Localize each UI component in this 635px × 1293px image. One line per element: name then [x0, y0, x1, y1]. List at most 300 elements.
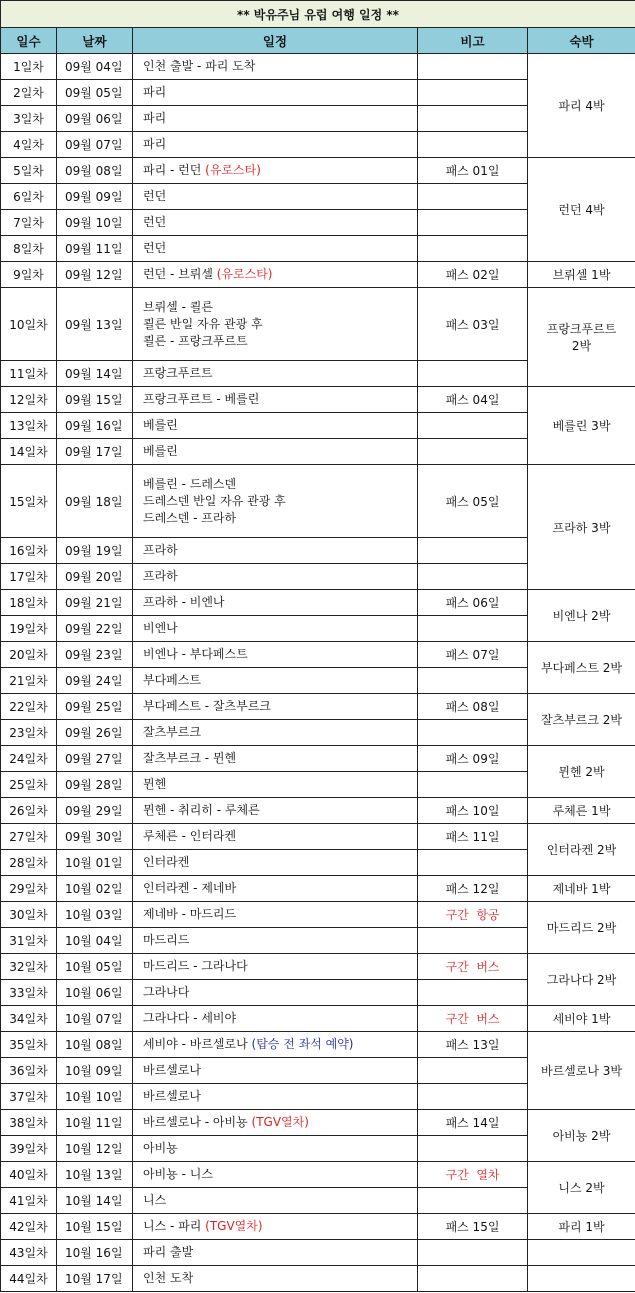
schedule-cell — [133, 80, 418, 106]
schedule-line — [143, 620, 417, 637]
note-cell — [418, 1188, 528, 1214]
schedule-line — [143, 1218, 417, 1235]
stay-cell: 베를린 3박 — [528, 387, 635, 465]
table-row — [1, 746, 635, 772]
stay-cell: 루체른 1박 — [528, 798, 635, 824]
schedule-line — [143, 162, 417, 179]
schedule-text: 비엔나 - 부다페스트 — [143, 647, 248, 661]
schedule-line — [143, 932, 417, 949]
stay-cell: 마드리드 2박 — [528, 902, 635, 954]
stay-cell: 니스 2박 — [528, 1162, 635, 1214]
date-cell: 10월 03일 — [57, 902, 133, 928]
schedule-line — [143, 214, 417, 231]
transport-note: (유로스타) — [216, 267, 273, 281]
stay-cell: 바르셀로나 3박 — [528, 1032, 635, 1110]
schedule-cell — [133, 1058, 418, 1084]
schedule-text: 프라하 — [143, 543, 178, 557]
table-row — [1, 1240, 635, 1266]
schedule-line — [143, 1192, 417, 1209]
header-date: 날짜 — [57, 28, 133, 54]
day-cell: 9일차 — [1, 262, 57, 288]
note-cell — [418, 772, 528, 798]
schedule-cell — [133, 236, 418, 262]
note-cell: 구간 열차 — [418, 1162, 528, 1188]
schedule-cell — [133, 439, 418, 465]
note-cell — [418, 538, 528, 564]
schedule-text: 바르셀로나 — [143, 1063, 201, 1077]
day-cell: 26일차 — [1, 798, 57, 824]
schedule-line — [143, 1140, 417, 1157]
day-cell: 40일차 — [1, 1162, 57, 1188]
stay-cell — [528, 288, 635, 387]
schedule-text: 인터라켄 — [143, 855, 190, 869]
schedule-line — [143, 646, 417, 663]
schedule-text: 니스 — [143, 1193, 167, 1207]
day-cell: 21일차 — [1, 668, 57, 694]
schedule-text: 파리 - 런던 — [143, 163, 206, 177]
schedule-text: 세비야 - 바르셀로나 — [143, 1037, 252, 1051]
schedule-text: 파리 — [143, 111, 167, 125]
date-cell: 09월 18일 — [57, 465, 133, 538]
day-cell: 1일차 — [1, 54, 57, 80]
table-row — [1, 824, 635, 850]
date-cell: 09월 10일 — [57, 210, 133, 236]
stay-cell — [528, 1240, 635, 1266]
schedule-line — [143, 316, 417, 333]
day-cell: 38일차 — [1, 1110, 57, 1136]
schedule-line — [143, 188, 417, 205]
schedule-line — [143, 391, 417, 408]
stay-cell: 세비야 1박 — [528, 1006, 635, 1032]
schedule-cell — [133, 1266, 418, 1292]
day-cell: 41일차 — [1, 1188, 57, 1214]
day-cell: 27일차 — [1, 824, 57, 850]
schedule-cell — [133, 1162, 418, 1188]
schedule-text: 런던 - 브뤼셀 — [143, 267, 217, 281]
note-cell — [418, 616, 528, 642]
date-cell: 10월 12일 — [57, 1136, 133, 1162]
note-cell: 패스 05일 — [418, 465, 528, 538]
schedule-text: 아비뇽 — [143, 1141, 178, 1155]
note-cell — [418, 720, 528, 746]
date-cell: 10월 06일 — [57, 980, 133, 1006]
header-day: 일수 — [1, 28, 57, 54]
note-cell — [418, 1240, 528, 1266]
day-cell: 36일차 — [1, 1058, 57, 1084]
schedule-text: 잘츠부르크 - 뮌헨 — [143, 751, 237, 765]
table-title: ** 박유주님 유럽 여행 일정 ** — [1, 1, 635, 28]
schedule-text: 바르셀로나 — [143, 1089, 201, 1103]
day-cell: 3일차 — [1, 106, 57, 132]
date-cell: 10월 11일 — [57, 1110, 133, 1136]
day-cell: 16일차 — [1, 538, 57, 564]
day-cell: 31일차 — [1, 928, 57, 954]
date-cell: 09월 14일 — [57, 361, 133, 387]
date-cell: 10월 05일 — [57, 954, 133, 980]
date-cell: 10월 07일 — [57, 1006, 133, 1032]
note-cell — [418, 564, 528, 590]
schedule-text: 프랑크푸르트 - 베를린 — [143, 392, 260, 406]
schedule-text: 드레스덴 - 프라하 — [143, 510, 237, 525]
schedule-text: 마드리드 — [143, 933, 190, 947]
note-cell — [418, 439, 528, 465]
date-cell: 10월 14일 — [57, 1188, 133, 1214]
day-cell: 20일차 — [1, 642, 57, 668]
schedule-cell — [133, 361, 418, 387]
schedule-text: 드레스덴 반일 자유 관광 후 — [143, 493, 286, 508]
schedule-text: 런던 — [143, 189, 167, 203]
note-cell: 구간 항공 — [418, 902, 528, 928]
transport-note: (유로스타) — [205, 163, 261, 177]
date-cell: 09월 11일 — [57, 236, 133, 262]
schedule-line — [143, 84, 417, 101]
schedule-cell — [133, 1188, 418, 1214]
schedule-line — [143, 1166, 417, 1183]
transport-note: (탑승 전 좌석 예약) — [251, 1037, 354, 1051]
note-cell — [418, 928, 528, 954]
day-cell: 35일차 — [1, 1032, 57, 1058]
day-cell: 4일차 — [1, 132, 57, 158]
note-cell: 패스 09일 — [418, 746, 528, 772]
schedule-line — [143, 880, 417, 897]
schedule-cell — [133, 616, 418, 642]
day-cell: 30일차 — [1, 902, 57, 928]
date-cell: 09월 15일 — [57, 387, 133, 413]
table-row — [1, 876, 635, 902]
date-cell: 09월 05일 — [57, 80, 133, 106]
stay-cell — [528, 1266, 635, 1292]
note-cell: 패스 04일 — [418, 387, 528, 413]
note-cell — [418, 668, 528, 694]
schedule-cell — [133, 465, 418, 538]
header-row — [1, 28, 635, 54]
schedule-text: 쾰른 - 프랑크푸르트 — [143, 333, 248, 348]
day-cell: 17일차 — [1, 564, 57, 590]
schedule-line — [143, 802, 417, 819]
note-cell: 구간 버스 — [418, 954, 528, 980]
schedule-text: 제네바 - 마드리드 — [143, 907, 237, 921]
schedule-text: 마드리드 - 그라나다 — [143, 959, 248, 973]
schedule-cell — [133, 132, 418, 158]
date-cell: 09월 29일 — [57, 798, 133, 824]
stay-cell: 부다페스트 2박 — [528, 642, 635, 694]
date-cell: 09월 21일 — [57, 590, 133, 616]
date-cell: 09월 06일 — [57, 106, 133, 132]
day-cell: 43일차 — [1, 1240, 57, 1266]
table-row — [1, 1266, 635, 1292]
table-row — [1, 1006, 635, 1032]
schedule-line — [143, 854, 417, 871]
day-cell: 33일차 — [1, 980, 57, 1006]
note-cell: 패스 03일 — [418, 288, 528, 361]
schedule-line — [143, 1062, 417, 1079]
schedule-text: 프랑크푸르트 — [143, 366, 213, 380]
schedule-line — [143, 266, 417, 283]
schedule-line — [143, 672, 417, 689]
day-cell: 14일차 — [1, 439, 57, 465]
date-cell: 09월 08일 — [57, 158, 133, 184]
table-row — [1, 288, 635, 361]
note-cell — [418, 850, 528, 876]
schedule-line — [143, 906, 417, 923]
table-row — [1, 262, 635, 288]
schedule-text: 브뤼셀 - 쾰른 — [143, 299, 213, 314]
schedule-line — [143, 365, 417, 382]
schedule-cell — [133, 413, 418, 439]
day-cell: 7일차 — [1, 210, 57, 236]
date-cell: 09월 27일 — [57, 746, 133, 772]
stay-cell: 인터라켄 2박 — [528, 824, 635, 876]
day-cell: 23일차 — [1, 720, 57, 746]
note-cell: 패스 01일 — [418, 158, 528, 184]
date-cell: 10월 04일 — [57, 928, 133, 954]
schedule-line — [143, 828, 417, 845]
stay-cell: 브뤼셀 1박 — [528, 262, 635, 288]
stay-label-line: 2박 — [571, 339, 592, 353]
schedule-cell — [133, 1084, 418, 1110]
note-cell — [418, 361, 528, 387]
stay-cell: 런던 4박 — [528, 158, 635, 262]
stay-label-line: 프랑크푸르트 — [546, 322, 617, 336]
note-cell — [418, 1136, 528, 1162]
schedule-cell — [133, 158, 418, 184]
stay-cell: 파리 1박 — [528, 1214, 635, 1240]
schedule-cell — [133, 1136, 418, 1162]
schedule-cell — [133, 902, 418, 928]
schedule-cell — [133, 288, 418, 361]
date-cell: 09월 13일 — [57, 288, 133, 361]
date-cell: 09월 23일 — [57, 642, 133, 668]
schedule-line — [143, 698, 417, 715]
schedule-text: 인터라켄 - 제네바 — [143, 881, 237, 895]
schedule-line — [143, 417, 417, 434]
schedule-cell — [133, 184, 418, 210]
schedule-cell — [133, 1032, 418, 1058]
schedule-line — [143, 510, 417, 527]
schedule-cell — [133, 1006, 418, 1032]
date-cell: 10월 09일 — [57, 1058, 133, 1084]
schedule-cell — [133, 798, 418, 824]
schedule-cell — [133, 590, 418, 616]
schedule-text: 인천 출발 - 파리 도착 — [143, 59, 256, 73]
schedule-cell — [133, 668, 418, 694]
schedule-line — [143, 724, 417, 741]
date-cell: 10월 10일 — [57, 1084, 133, 1110]
date-cell: 09월 16일 — [57, 413, 133, 439]
note-cell — [418, 80, 528, 106]
schedule-line — [143, 958, 417, 975]
table-row — [1, 1214, 635, 1240]
note-cell — [418, 1058, 528, 1084]
schedule-text: 바르셀로나 - 아비뇽 — [143, 1115, 252, 1129]
schedule-text: 인천 도착 — [143, 1271, 194, 1285]
day-cell: 32일차 — [1, 954, 57, 980]
day-cell: 6일차 — [1, 184, 57, 210]
schedule-text: 베를린 — [143, 444, 178, 458]
note-cell — [418, 236, 528, 262]
schedule-cell — [133, 564, 418, 590]
day-cell: 2일차 — [1, 80, 57, 106]
date-cell: 10월 02일 — [57, 876, 133, 902]
table-row — [1, 1110, 635, 1136]
note-cell — [418, 106, 528, 132]
date-cell: 09월 20일 — [57, 564, 133, 590]
schedule-cell — [133, 387, 418, 413]
schedule-line — [143, 1244, 417, 1261]
transport-note: (TGV열차) — [205, 1219, 263, 1233]
schedule-line — [143, 1114, 417, 1131]
schedule-cell — [133, 54, 418, 80]
schedule-cell — [133, 876, 418, 902]
note-cell: 패스 13일 — [418, 1032, 528, 1058]
schedule-text: 그라나다 - 세비야 — [143, 1011, 237, 1025]
date-cell: 09월 28일 — [57, 772, 133, 798]
day-cell: 19일차 — [1, 616, 57, 642]
schedule-cell — [133, 262, 418, 288]
date-cell: 10월 16일 — [57, 1240, 133, 1266]
day-cell: 42일차 — [1, 1214, 57, 1240]
stay-cell: 비엔나 2박 — [528, 590, 635, 642]
table-row — [1, 694, 635, 720]
day-cell: 44일차 — [1, 1266, 57, 1292]
stay-cell: 아비뇽 2박 — [528, 1110, 635, 1162]
stay-cell: 뮌헨 2박 — [528, 746, 635, 798]
note-cell: 패스 08일 — [418, 694, 528, 720]
schedule-line — [143, 984, 417, 1001]
table-row — [1, 158, 635, 184]
note-cell: 패스 02일 — [418, 262, 528, 288]
note-cell — [418, 1084, 528, 1110]
header-schedule: 일정 — [133, 28, 418, 54]
schedule-cell — [133, 1214, 418, 1240]
date-cell: 09월 04일 — [57, 54, 133, 80]
schedule-cell — [133, 694, 418, 720]
day-cell: 18일차 — [1, 590, 57, 616]
day-cell: 8일차 — [1, 236, 57, 262]
note-cell: 구간 버스 — [418, 1006, 528, 1032]
note-cell: 패스 07일 — [418, 642, 528, 668]
date-cell: 09월 24일 — [57, 668, 133, 694]
schedule-text: 런던 — [143, 241, 167, 255]
schedule-line — [143, 136, 417, 153]
schedule-text: 비엔나 — [143, 621, 178, 635]
schedule-line — [143, 750, 417, 767]
date-cell: 09월 22일 — [57, 616, 133, 642]
date-cell: 09월 30일 — [57, 824, 133, 850]
day-cell: 37일차 — [1, 1084, 57, 1110]
schedule-cell — [133, 954, 418, 980]
schedule-cell — [133, 538, 418, 564]
day-cell: 15일차 — [1, 465, 57, 538]
schedule-line — [143, 594, 417, 611]
note-cell — [418, 54, 528, 80]
schedule-cell — [133, 746, 418, 772]
schedule-text: 뮌헨 - 취리히 - 루체른 — [143, 803, 260, 817]
schedule-text: 베를린 — [143, 418, 178, 432]
table-row — [1, 798, 635, 824]
stay-cell: 파리 4박 — [528, 54, 635, 158]
stay-cell: 잘츠부르크 2박 — [528, 694, 635, 746]
schedule-text: 파리 — [143, 137, 167, 151]
note-cell — [418, 980, 528, 1006]
schedule-line — [143, 1036, 417, 1053]
schedule-text: 잘츠부르크 — [143, 725, 201, 739]
day-cell: 10일차 — [1, 288, 57, 361]
date-cell: 10월 08일 — [57, 1032, 133, 1058]
date-cell: 09월 19일 — [57, 538, 133, 564]
schedule-cell — [133, 928, 418, 954]
stay-cell: 제네바 1박 — [528, 876, 635, 902]
date-cell: 09월 09일 — [57, 184, 133, 210]
date-cell: 09월 26일 — [57, 720, 133, 746]
schedule-line — [143, 58, 417, 75]
schedule-cell — [133, 1110, 418, 1136]
table-row — [1, 54, 635, 80]
schedule-text: 아비뇽 - 니스 — [143, 1167, 213, 1181]
note-cell: 패스 15일 — [418, 1214, 528, 1240]
day-cell: 5일차 — [1, 158, 57, 184]
day-cell: 39일차 — [1, 1136, 57, 1162]
day-cell: 13일차 — [1, 413, 57, 439]
schedule-line — [143, 110, 417, 127]
table-row — [1, 1162, 635, 1188]
schedule-cell — [133, 210, 418, 236]
schedule-text: 파리 — [143, 85, 167, 99]
schedule-line — [143, 1088, 417, 1105]
schedule-text: 베를린 - 드레스덴 — [143, 476, 237, 491]
day-cell: 29일차 — [1, 876, 57, 902]
schedule-cell — [133, 1240, 418, 1266]
schedule-cell — [133, 106, 418, 132]
schedule-cell — [133, 824, 418, 850]
schedule-line — [143, 1010, 417, 1027]
header-note: 비고 — [418, 28, 528, 54]
schedule-text: 프라하 — [143, 569, 178, 583]
table-row — [1, 387, 635, 413]
day-cell: 11일차 — [1, 361, 57, 387]
day-cell: 24일차 — [1, 746, 57, 772]
schedule-line — [143, 333, 417, 350]
schedule-text: 부다페스트 — [143, 673, 201, 687]
stay-cell: 프라하 3박 — [528, 465, 635, 590]
date-cell: 09월 12일 — [57, 262, 133, 288]
schedule-text: 파리 출발 — [143, 1245, 194, 1259]
header-stay: 숙박 — [528, 28, 635, 54]
date-cell: 09월 07일 — [57, 132, 133, 158]
note-cell: 패스 10일 — [418, 798, 528, 824]
note-cell — [418, 413, 528, 439]
schedule-cell — [133, 850, 418, 876]
note-cell — [418, 132, 528, 158]
schedule-line — [143, 493, 417, 510]
table-row — [1, 954, 635, 980]
schedule-cell — [133, 980, 418, 1006]
itinerary-rows — [1, 54, 635, 1292]
note-cell: 패스 12일 — [418, 876, 528, 902]
schedule-text: 루체른 - 인터라켄 — [143, 829, 237, 843]
schedule-line — [143, 443, 417, 460]
day-cell: 34일차 — [1, 1006, 57, 1032]
schedule-text: 뮌헨 — [143, 777, 167, 791]
schedule-line — [143, 568, 417, 585]
date-cell: 10월 15일 — [57, 1214, 133, 1240]
schedule-text: 니스 - 파리 — [143, 1219, 206, 1233]
schedule-text: 프라하 - 비엔나 — [143, 595, 225, 609]
schedule-cell — [133, 772, 418, 798]
date-cell: 09월 25일 — [57, 694, 133, 720]
schedule-line — [143, 542, 417, 559]
schedule-line — [143, 476, 417, 493]
